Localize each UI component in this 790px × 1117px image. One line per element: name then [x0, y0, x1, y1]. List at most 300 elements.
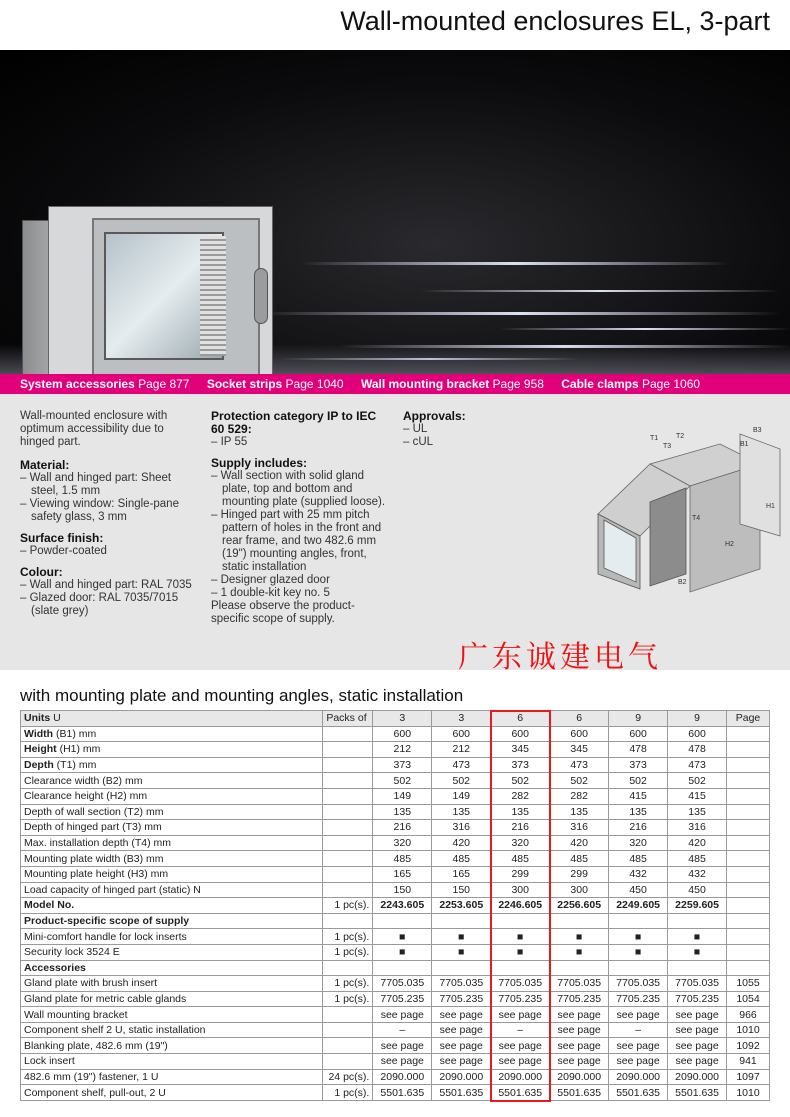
- table-cell: [727, 913, 770, 929]
- table-cell: 502: [491, 773, 550, 789]
- row-label: Blanking plate, 482.6 mm (19"): [21, 1038, 323, 1054]
- page-ref: 1097: [727, 1069, 770, 1085]
- row-label-text: Depth of hinged part (T3) mm: [24, 821, 162, 834]
- table-cell: 135: [668, 804, 727, 820]
- table-cell: [323, 1022, 373, 1038]
- table-cell: [727, 960, 770, 976]
- row-label: Gland plate for metric cable glands: [21, 991, 323, 1007]
- table-cell: [668, 960, 727, 976]
- table-cell: 420: [432, 835, 491, 851]
- table-cell: 299: [491, 866, 550, 882]
- protection-heading: Protection category IP to IEC 60 529:: [211, 409, 377, 436]
- table-cell: –: [491, 1022, 550, 1038]
- table-cell: 1 pc(s).: [323, 1085, 373, 1101]
- table-cell: 7705.035: [609, 976, 668, 992]
- row-label: [21, 726, 323, 742]
- scope-row: [21, 944, 770, 960]
- row-label: Component shelf 2 U, static installation: [21, 1022, 323, 1038]
- list-item: – IP 55: [211, 436, 391, 449]
- table-cell: 320: [491, 835, 550, 851]
- table-cell: 300: [491, 882, 550, 898]
- table-cell: 373: [491, 757, 550, 773]
- page-ref: 1092: [727, 1038, 770, 1054]
- table-cell: 7705.235: [550, 991, 609, 1007]
- included-mark: ■: [491, 929, 550, 945]
- info-column-3: [403, 410, 563, 449]
- page-ref: 1010: [727, 1022, 770, 1038]
- spec-table: [20, 710, 770, 1101]
- row-label: [21, 835, 323, 851]
- accessory-row: [21, 1007, 770, 1023]
- dimension-row: [21, 788, 770, 804]
- included-mark: ■: [550, 944, 609, 960]
- table-cell: 2090.000: [668, 1069, 727, 1085]
- dimension-row: [21, 726, 770, 742]
- table-cell: 320: [373, 835, 432, 851]
- table-cell: 5501.635: [609, 1085, 668, 1101]
- table-cell: 7705.035: [491, 976, 550, 992]
- section-title: Product-specific scope of supply: [21, 913, 323, 929]
- row-label: [21, 820, 323, 836]
- scope-row: [21, 929, 770, 945]
- section-header-row: [21, 913, 770, 929]
- table-cell: [323, 851, 373, 867]
- table-cell: 502: [668, 773, 727, 789]
- table-cell: 282: [550, 788, 609, 804]
- table-cell: 600: [609, 726, 668, 742]
- table-cell: [609, 913, 668, 929]
- table-cell: [609, 960, 668, 976]
- table-cell: [550, 960, 609, 976]
- list-item: – Wall section with solid gland plate, top and bottom and mounting plate (supplied loose).: [211, 470, 391, 509]
- table-cell: [373, 960, 432, 976]
- row-label-text: (T1) mm: [53, 759, 97, 772]
- packs-header: Packs of: [323, 711, 373, 727]
- label-h2: H2: [725, 541, 734, 548]
- table-cell: see page: [550, 1022, 609, 1038]
- table-cell: 502: [550, 773, 609, 789]
- table-cell: [727, 944, 770, 960]
- section-header-row: [21, 960, 770, 976]
- table-cell: see page: [668, 1054, 727, 1070]
- table-cell: 2090.000: [491, 1069, 550, 1085]
- included-mark: ■: [668, 944, 727, 960]
- table-cell: 7705.035: [432, 976, 491, 992]
- table-cell: [432, 960, 491, 976]
- table-cell: 320: [609, 835, 668, 851]
- row-label: [21, 851, 323, 867]
- included-mark: ■: [609, 929, 668, 945]
- row-label-text: Clearance width (B2) mm: [24, 774, 143, 787]
- row-label: [21, 788, 323, 804]
- units-header: 6: [550, 711, 609, 727]
- table-cell: see page: [550, 1038, 609, 1054]
- table-cell: see page: [432, 1007, 491, 1023]
- table-cell: 373: [609, 757, 668, 773]
- table-cell: [323, 804, 373, 820]
- table-cell: [727, 742, 770, 758]
- table-cell: see page: [432, 1038, 491, 1054]
- table-cell: [727, 898, 770, 914]
- table-cell: 5501.635: [550, 1085, 609, 1101]
- model-number-row: [21, 898, 770, 914]
- table-cell: 600: [373, 726, 432, 742]
- table-cell: [323, 757, 373, 773]
- row-label: Component shelf, pull-out, 2 U: [21, 1085, 323, 1101]
- table-cell: see page: [668, 1007, 727, 1023]
- table-cell: 135: [373, 804, 432, 820]
- table-cell: [323, 960, 373, 976]
- included-mark: ■: [609, 944, 668, 960]
- row-label: [21, 711, 323, 727]
- table-cell: 135: [550, 804, 609, 820]
- row-label-bold: Width: [24, 727, 54, 740]
- page-ref: 966: [727, 1007, 770, 1023]
- list-item: – Designer glazed door: [211, 574, 391, 587]
- dimension-row: [21, 820, 770, 836]
- row-label: Lock insert: [21, 1054, 323, 1070]
- accessory-row: [21, 1085, 770, 1101]
- table-cell: 415: [668, 788, 727, 804]
- table-cell: 216: [491, 820, 550, 836]
- table-cell: [727, 788, 770, 804]
- included-mark: ■: [432, 944, 491, 960]
- label-t1: T1: [650, 435, 659, 442]
- row-label-bold: Height: [24, 743, 57, 756]
- table-cell: 473: [668, 757, 727, 773]
- row-label-text: Clearance height (H2) mm: [24, 790, 148, 803]
- units-header: 3: [373, 711, 432, 727]
- label-b1: B1: [740, 441, 749, 448]
- units-header: 3: [432, 711, 491, 727]
- table-cell: 149: [432, 788, 491, 804]
- link-socket-strips[interactable]: Socket strips Page 1040: [206, 377, 344, 391]
- table-cell: 432: [668, 866, 727, 882]
- table-cell: 420: [550, 835, 609, 851]
- table-cell: 1 pc(s).: [323, 991, 373, 1007]
- dimension-row: [21, 882, 770, 898]
- table-cell: [491, 960, 550, 976]
- table-cell: 485: [491, 851, 550, 867]
- table-cell: see page: [373, 1038, 432, 1054]
- included-mark: ■: [373, 944, 432, 960]
- link-system-accessories[interactable]: System accessories Page 877: [20, 377, 190, 391]
- table-cell: see page: [668, 1038, 727, 1054]
- dimension-row: [21, 866, 770, 882]
- table-cell: 216: [609, 820, 668, 836]
- table-cell: [727, 757, 770, 773]
- row-label-bold: Units: [24, 712, 51, 725]
- table-cell: [323, 1054, 373, 1070]
- related-links-bar: [0, 374, 790, 394]
- units-header: 9: [668, 711, 727, 727]
- table-cell: –: [373, 1022, 432, 1038]
- accessory-row: [21, 1069, 770, 1085]
- table-cell: 450: [668, 882, 727, 898]
- table-cell: 373: [373, 757, 432, 773]
- table-cell: 432: [609, 866, 668, 882]
- table-cell: 316: [668, 820, 727, 836]
- row-label: Wall mounting bracket: [21, 1007, 323, 1023]
- table-cell: [727, 820, 770, 836]
- colour-heading: Colour:: [20, 565, 63, 579]
- table-cell: 450: [609, 882, 668, 898]
- table-cell: 150: [373, 882, 432, 898]
- row-label: Gland plate with brush insert: [21, 976, 323, 992]
- table-cell: 600: [491, 726, 550, 742]
- approvals-heading: Approvals:: [403, 409, 466, 423]
- table-cell: 7705.035: [373, 976, 432, 992]
- table-cell: 600: [550, 726, 609, 742]
- table-cell: 2090.000: [373, 1069, 432, 1085]
- table-cell: [727, 835, 770, 851]
- table-cell: 300: [550, 882, 609, 898]
- row-label: [21, 742, 323, 758]
- link-wall-mounting-bracket[interactable]: Wall mounting bracket Page 958: [360, 377, 544, 391]
- table-cell: see page: [491, 1007, 550, 1023]
- page-ref: 1054: [727, 991, 770, 1007]
- table-cell: 473: [432, 757, 491, 773]
- row-label: [21, 757, 323, 773]
- table-cell: 485: [668, 851, 727, 867]
- table-cell: 7705.035: [668, 976, 727, 992]
- list-item: – 1 double-kit key no. 5: [211, 587, 391, 600]
- table-cell: [727, 866, 770, 882]
- surface-heading: Surface finish:: [20, 531, 104, 545]
- table-cell: 135: [432, 804, 491, 820]
- page-ref: 1055: [727, 976, 770, 992]
- table-cell: 5501.635: [491, 1085, 550, 1101]
- table-cell: 212: [432, 742, 491, 758]
- label-t2: T2: [676, 433, 685, 440]
- list-item: – UL: [403, 423, 563, 436]
- table-cell: 316: [550, 820, 609, 836]
- row-label-text: Mounting plate width (B3) mm: [24, 852, 164, 865]
- intro-text: Wall-mounted enclosure with optimum accessibility due to hinged part.: [20, 410, 168, 448]
- table-cell: see page: [550, 1054, 609, 1070]
- row-label: [21, 882, 323, 898]
- model-number: 2256.605: [550, 898, 609, 914]
- table-cell: 7705.235: [609, 991, 668, 1007]
- table-cell: see page: [668, 1022, 727, 1038]
- table-cell: see page: [491, 1054, 550, 1070]
- table-cell: 502: [432, 773, 491, 789]
- list-item: – cUL: [403, 436, 563, 449]
- row-label-text: Load capacity of hinged part (static) N: [24, 883, 201, 896]
- table-cell: 216: [373, 820, 432, 836]
- accessory-row: [21, 1022, 770, 1038]
- table-cell: see page: [609, 1007, 668, 1023]
- label-t4: T4: [692, 515, 701, 522]
- included-mark: ■: [668, 929, 727, 945]
- table-cell: [323, 1007, 373, 1023]
- table-cell: 316: [432, 820, 491, 836]
- table-cell: 2090.000: [550, 1069, 609, 1085]
- table-cell: [727, 851, 770, 867]
- supply-heading: Supply includes:: [211, 456, 308, 470]
- included-mark: ■: [550, 929, 609, 945]
- accessory-row: [21, 976, 770, 992]
- table-cell: 502: [373, 773, 432, 789]
- dimension-diagram: [590, 424, 785, 594]
- table-cell: 600: [432, 726, 491, 742]
- table-cell: [323, 788, 373, 804]
- list-item: – Wall and hinged part: Sheet steel, 1.5 mm: [20, 472, 200, 498]
- dimension-row: [21, 835, 770, 851]
- door-handle: [254, 268, 268, 324]
- table-cell: [323, 773, 373, 789]
- table-cell: 1 pc(s).: [323, 929, 373, 945]
- table-cell: 7705.235: [668, 991, 727, 1007]
- table-cell: 7705.235: [373, 991, 432, 1007]
- label-b3: B3: [753, 427, 762, 434]
- table-cell: 135: [609, 804, 668, 820]
- table-cell: 485: [609, 851, 668, 867]
- section-title: Accessories: [21, 960, 323, 976]
- link-cable-clamps[interactable]: Cable clamps Page 1060: [561, 377, 701, 391]
- row-label-text: (H1) mm: [56, 743, 101, 756]
- table-cell: [727, 773, 770, 789]
- material-heading: Material:: [20, 458, 70, 472]
- row-label-text: Depth of wall section (T2) mm: [24, 805, 164, 818]
- table-cell: see page: [609, 1054, 668, 1070]
- table-cell: [550, 913, 609, 929]
- mounting-rail: [200, 236, 226, 356]
- table-cell: [727, 882, 770, 898]
- table-cell: 7705.235: [432, 991, 491, 1007]
- info-column-1: [20, 410, 200, 618]
- row-label: Security lock 3524 E: [21, 944, 323, 960]
- page-title: Wall-mounted enclosures EL, 3-part: [340, 6, 770, 36]
- units-header: 6: [491, 711, 550, 727]
- table-cell: 485: [550, 851, 609, 867]
- table-cell: see page: [491, 1038, 550, 1054]
- table-cell: see page: [432, 1054, 491, 1070]
- row-label: [21, 866, 323, 882]
- page-ref: 941: [727, 1054, 770, 1070]
- table-cell: [323, 882, 373, 898]
- table-cell: 600: [668, 726, 727, 742]
- row-label-text: U: [50, 712, 61, 725]
- row-label-bold: Depth: [24, 759, 54, 772]
- table-cell: 5501.635: [373, 1085, 432, 1101]
- table-cell: 165: [432, 866, 491, 882]
- table-cell: 149: [373, 788, 432, 804]
- dimension-row: [21, 742, 770, 758]
- row-label: [21, 804, 323, 820]
- row-label: 482.6 mm (19") fastener, 1 U: [21, 1069, 323, 1085]
- table-cell: see page: [373, 1054, 432, 1070]
- included-mark: ■: [491, 944, 550, 960]
- table-cell: 502: [609, 773, 668, 789]
- table-header-row: [21, 711, 770, 727]
- table-cell: see page: [373, 1007, 432, 1023]
- row-label-text: Mounting plate height (H3) mm: [24, 868, 169, 881]
- table-cell: 212: [373, 742, 432, 758]
- dimension-row: [21, 851, 770, 867]
- table-cell: [323, 742, 373, 758]
- table-cell: [323, 835, 373, 851]
- units-header: 9: [609, 711, 668, 727]
- model-number: 2246.605: [491, 898, 550, 914]
- product-photo: [0, 50, 790, 374]
- table-cell: [323, 913, 373, 929]
- watermark-brand: 广东诚建电气: [458, 640, 662, 675]
- table-cell: see page: [432, 1022, 491, 1038]
- table-cell: [323, 726, 373, 742]
- table-cell: [373, 913, 432, 929]
- product-info-panel: [0, 394, 790, 675]
- table-cell: 415: [609, 788, 668, 804]
- page-header: Page: [727, 711, 770, 727]
- table-cell: 1 pc(s).: [323, 976, 373, 992]
- supply-note: Please observe the product-specific scope of supply.: [211, 600, 355, 625]
- table-cell: [668, 913, 727, 929]
- table-cell: 299: [550, 866, 609, 882]
- table-cell: 345: [550, 742, 609, 758]
- table-cell: [491, 913, 550, 929]
- table-cell: 282: [491, 788, 550, 804]
- dimension-row: [21, 757, 770, 773]
- row-label: Model No.: [21, 898, 323, 914]
- list-item: – Glazed door: RAL 7035/7015 (slate grey): [20, 592, 200, 618]
- table-cell: [727, 804, 770, 820]
- table-cell: 485: [373, 851, 432, 867]
- table-cell: 1 pc(s).: [323, 944, 373, 960]
- table-cell: see page: [609, 1038, 668, 1054]
- model-number: 2243.605: [373, 898, 432, 914]
- table-cell: 7705.035: [550, 976, 609, 992]
- label-h1: H1: [766, 503, 775, 510]
- included-mark: ■: [373, 929, 432, 945]
- table-cell: 2090.000: [609, 1069, 668, 1085]
- list-item: – Wall and hinged part: RAL 7035: [20, 579, 200, 592]
- page-ref: 1010: [727, 1085, 770, 1101]
- table-cell: see page: [550, 1007, 609, 1023]
- table-subtitle: with mounting plate and mounting angles, static installation: [20, 686, 464, 705]
- table-cell: 420: [668, 835, 727, 851]
- table-cell: 5501.635: [668, 1085, 727, 1101]
- dimension-row: [21, 804, 770, 820]
- table-cell: 478: [609, 742, 668, 758]
- table-cell: 1 pc(s).: [323, 898, 373, 914]
- table-cell: 7705.235: [491, 991, 550, 1007]
- table-cell: [727, 726, 770, 742]
- accessory-row: [21, 991, 770, 1007]
- table-cell: 2090.000: [432, 1069, 491, 1085]
- table-cell: [432, 913, 491, 929]
- label-t3: T3: [663, 443, 672, 450]
- table-cell: 24 pc(s).: [323, 1069, 373, 1085]
- accessory-row: [21, 1038, 770, 1054]
- table-cell: 165: [373, 866, 432, 882]
- table-cell: 485: [432, 851, 491, 867]
- table-cell: –: [609, 1022, 668, 1038]
- model-number: 2253.605: [432, 898, 491, 914]
- dimension-row: [21, 773, 770, 789]
- list-item: – Viewing window: Single-pane safety glass, 3 mm: [20, 498, 200, 524]
- table-cell: 345: [491, 742, 550, 758]
- info-column-2: [211, 410, 391, 626]
- row-label-text: Max. installation depth (T4) mm: [24, 837, 172, 850]
- table-cell: 478: [668, 742, 727, 758]
- list-item: – Powder-coated: [20, 545, 200, 558]
- table-cell: 135: [491, 804, 550, 820]
- included-mark: ■: [432, 929, 491, 945]
- table-cell: 473: [550, 757, 609, 773]
- row-label: [21, 773, 323, 789]
- table-cell: [727, 929, 770, 945]
